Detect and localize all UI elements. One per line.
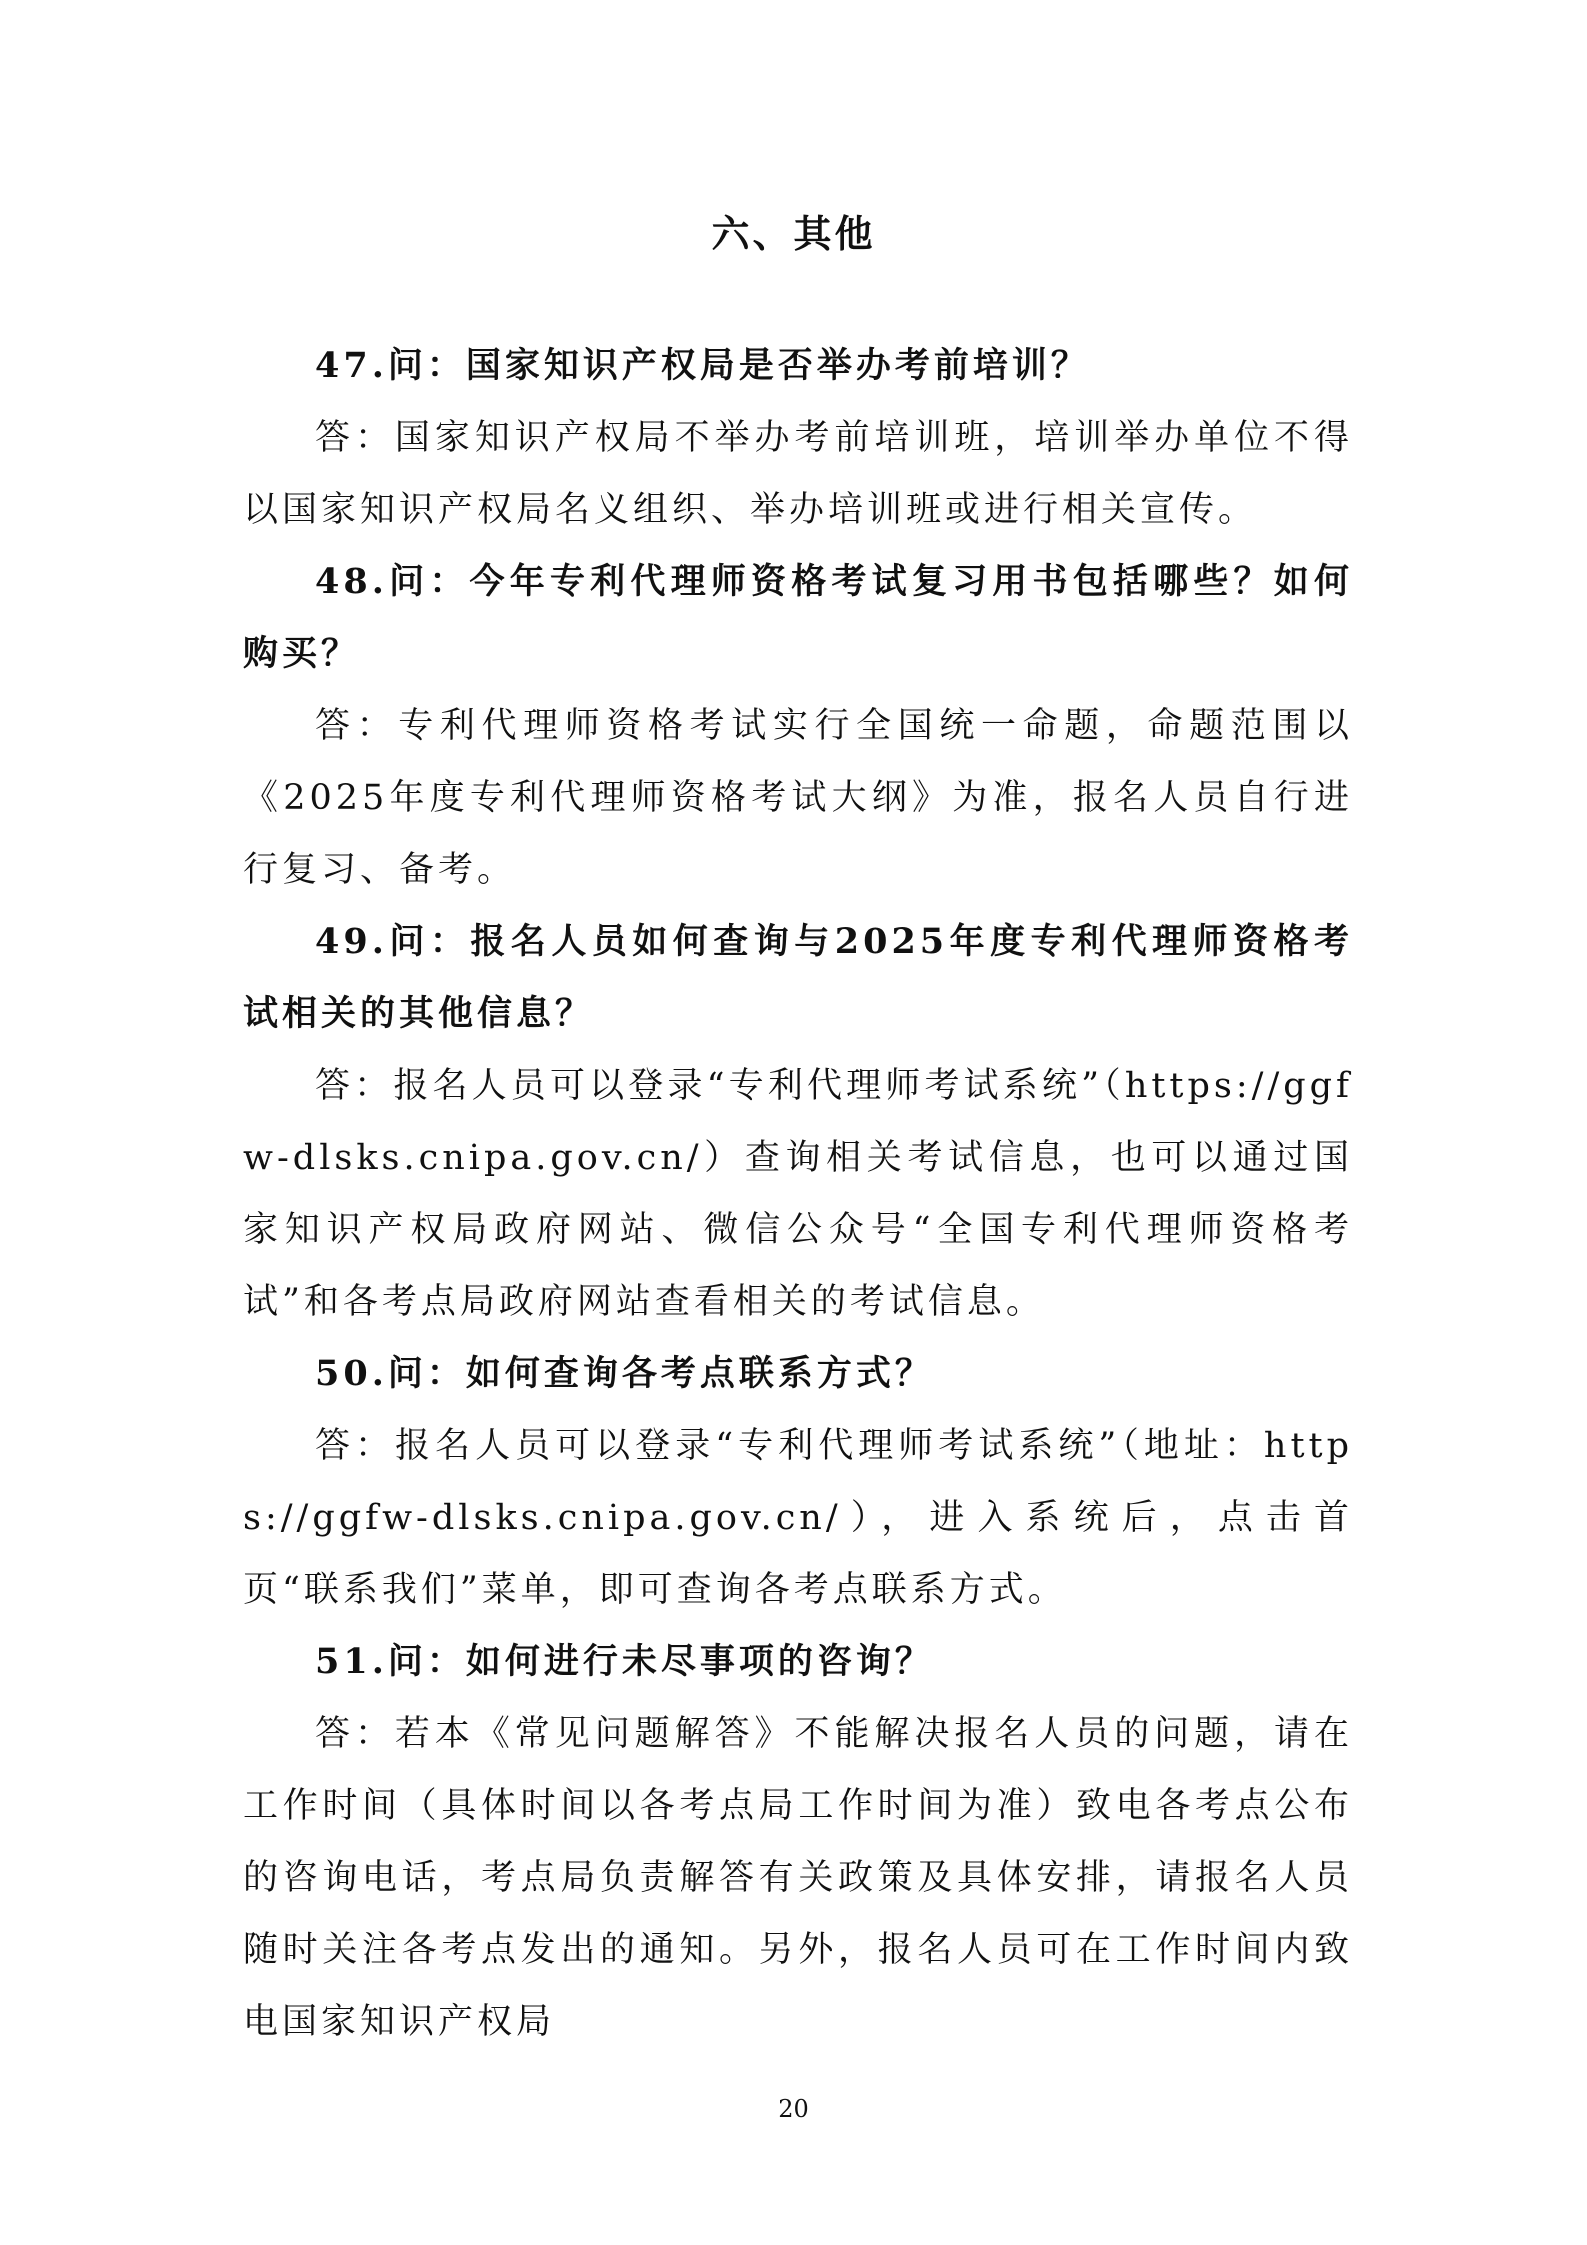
faq-list [243, 330, 1353, 2058]
question-text: 如何进行未尽事项的咨询？ [465, 1641, 934, 1682]
question-label: 问： [387, 1641, 466, 1682]
answer-48: 答：专利代理师资格考试实行全国统一命题，命题范围以《2025年度专利代理师资格考试大纲》为准，报名人员自行进行复习、备考。 [243, 706, 1353, 890]
question-label: 问： [387, 921, 471, 962]
question-51 [243, 1626, 1353, 1698]
answer-49: 答：报名人员可以登录“专利代理师考试系统”（https://ggfw-dlsks.cnipa.gov.cn/）查询相关考试信息，也可以通过国家知识产权局政府网站、微信公众号“全国专利代理师资格考试”和各考点局政府网站查看相关的考试信息。 [243, 1066, 1353, 1322]
question-label: 问： [387, 345, 466, 386]
page-number: 20 [778, 2095, 809, 2123]
question-label: 问： [387, 561, 470, 602]
question-number: 51. [315, 1641, 388, 1682]
question-text: 今年专利代理师资格考试复习用书包括哪些？如何购买？ [243, 561, 1353, 674]
answer-47: 答：国家知识产权局不举办考前培训班，培训举办单位不得以国家知识产权局名义组织、举办培训班或进行相关宣传。 [243, 418, 1353, 530]
question-47 [243, 330, 1353, 402]
question-text: 报名人员如何查询与2025年度专利代理师资格考试相关的其他信息？ [243, 921, 1353, 1034]
question-48 [243, 546, 1353, 690]
question-49 [243, 906, 1353, 1050]
question-number: 48. [315, 561, 388, 602]
question-text: 如何查询各考点联系方式？ [465, 1353, 934, 1394]
question-number: 50. [315, 1353, 388, 1394]
question-text: 国家知识产权局是否举办考前培训？ [465, 345, 1090, 386]
question-number: 47. [315, 345, 388, 386]
answer-51: 答：若本《常见问题解答》不能解决报名人员的问题，请在工作时间（具体时间以各考点局工作时间为准）致电各考点公布的咨询电话，考点局负责解答有关政策及具体安排，请报名人员随时关注各考点发出的通知。另外，报名人员可在工作时间内致电国家知识产权局 [243, 1714, 1353, 2042]
question-label: 问： [387, 1353, 466, 1394]
answer-50: 答：报名人员可以登录“专利代理师考试系统”（地址：https://ggfw-dlsks.cnipa.gov.cn/），进入系统后，点击首页“联系我们”菜单，即可查询各考点联系方式。 [243, 1426, 1353, 1610]
question-number: 49. [315, 921, 388, 962]
question-50 [243, 1338, 1353, 1410]
section-title: 六、其他 [711, 211, 876, 256]
